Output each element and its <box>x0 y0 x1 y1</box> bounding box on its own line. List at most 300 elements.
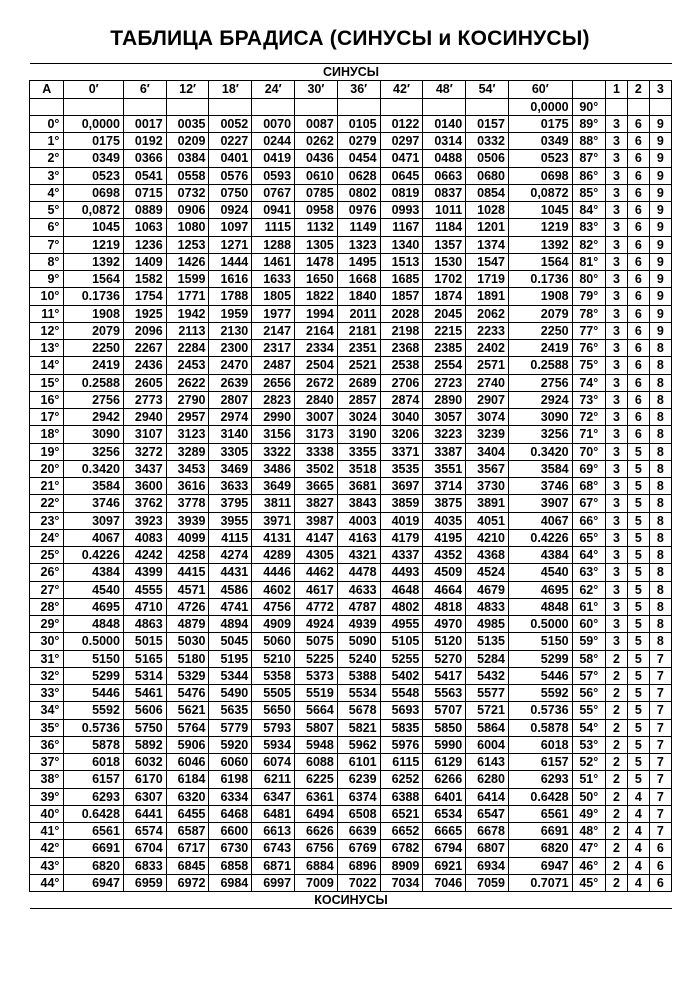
angle-cell: 26° <box>30 564 64 581</box>
cosine-angle-cell: 73° <box>572 391 605 408</box>
value-cell: 2672 <box>295 374 338 391</box>
value-cell: 0.6428 <box>508 788 572 805</box>
value-cell: 4848 <box>508 598 572 615</box>
angle-cell: 11° <box>30 305 64 322</box>
correction-cell: 3 <box>606 616 628 633</box>
value-cell: 0,0000 <box>64 115 123 132</box>
value-cell: 1201 <box>466 219 509 236</box>
cosine-angle-cell: 81° <box>572 253 605 270</box>
value-cell: 4210 <box>466 529 509 546</box>
value-cell: 2538 <box>380 357 423 374</box>
value-cell: 1115 <box>252 219 295 236</box>
value-cell: 5150 <box>64 650 123 667</box>
value-cell: 0122 <box>380 115 423 132</box>
value-cell: 5592 <box>508 685 572 702</box>
value-cell: 6574 <box>123 823 166 840</box>
value-cell: 1530 <box>423 253 466 270</box>
value-cell: 3518 <box>337 460 380 477</box>
correction-cell: 9 <box>649 150 671 167</box>
value-cell: 2756 <box>64 391 123 408</box>
correction-cell: 5 <box>627 719 649 736</box>
correction-cell: 5 <box>627 736 649 753</box>
value-cell: 2740 <box>466 374 509 391</box>
value-cell: 5150 <box>508 633 572 650</box>
value-cell: 5621 <box>166 702 209 719</box>
table-row <box>30 874 672 891</box>
value-cell: 2351 <box>337 340 380 357</box>
correction-cell: 3 <box>606 443 628 460</box>
value-cell: 5299 <box>508 650 572 667</box>
correction-cell: 8 <box>649 581 671 598</box>
value-cell: 5707 <box>423 702 466 719</box>
correction-cell: 5 <box>627 495 649 512</box>
correction-cell: 5 <box>627 529 649 546</box>
value-cell: 6884 <box>295 857 338 874</box>
correction-cell: 4 <box>627 805 649 822</box>
table-row <box>30 667 672 684</box>
value-cell: 3223 <box>423 426 466 443</box>
cosine-angle-cell: 51° <box>572 771 605 788</box>
value-cell: 4863 <box>123 616 166 633</box>
value-cell: 3173 <box>295 426 338 443</box>
correction-cell: 2 <box>606 857 628 874</box>
value-cell: 6794 <box>423 840 466 857</box>
value-cell: 0715 <box>123 184 166 201</box>
table-body <box>30 115 672 891</box>
value-cell: 0.1736 <box>64 288 123 305</box>
table-row <box>30 633 672 650</box>
value-cell: 0227 <box>209 133 252 150</box>
value-cell: 1633 <box>252 271 295 288</box>
value-cell: 5976 <box>380 736 423 753</box>
value-cell: 1564 <box>64 271 123 288</box>
value-cell: 5373 <box>295 667 338 684</box>
value-cell: 6239 <box>337 771 380 788</box>
value-cell: 4909 <box>252 616 295 633</box>
value-cell: 1374 <box>466 236 509 253</box>
value-cell: 5548 <box>380 685 423 702</box>
value-cell: 0314 <box>423 133 466 150</box>
page-title: ТАБЛИЦА БРАДИСА (СИНУСЫ и КОСИНУСЫ) <box>110 27 590 50</box>
value-cell: 2857 <box>337 391 380 408</box>
value-cell: 1219 <box>508 219 572 236</box>
value-cell: 4305 <box>295 547 338 564</box>
cosine-angle-cell: 48° <box>572 823 605 840</box>
value-cell: 8909 <box>380 857 423 874</box>
correction-cell: 6 <box>627 322 649 339</box>
value-cell: 1805 <box>252 288 295 305</box>
value-cell: 0680 <box>466 167 509 184</box>
cosine-angle-cell: 55° <box>572 702 605 719</box>
value-cell: 3714 <box>423 478 466 495</box>
value-cell: 2487 <box>252 357 295 374</box>
correction-cell: 5 <box>627 667 649 684</box>
value-cell: 1478 <box>295 253 338 270</box>
value-cell: 0.7071 <box>508 874 572 891</box>
value-cell: 5750 <box>123 719 166 736</box>
angle-cell: 15° <box>30 374 64 391</box>
header-cell: 1 <box>606 81 628 98</box>
value-cell: 6704 <box>123 840 166 857</box>
correction-cell: 5 <box>627 598 649 615</box>
value-cell: 2028 <box>380 305 423 322</box>
angle-cell: 32° <box>30 667 64 684</box>
value-cell: 0017 <box>123 115 166 132</box>
value-cell: 0.4226 <box>64 547 123 564</box>
value-cell: 2096 <box>123 322 166 339</box>
correction-cell: 5 <box>627 460 649 477</box>
value-cell: 5432 <box>466 667 509 684</box>
value-cell: 5476 <box>166 685 209 702</box>
value-cell: 6074 <box>252 754 295 771</box>
value-cell: 3567 <box>466 460 509 477</box>
correction-cell: 8 <box>649 547 671 564</box>
value-cell: 3123 <box>166 426 209 443</box>
value-cell: 5299 <box>64 667 123 684</box>
value-cell: 5255 <box>380 650 423 667</box>
value-cell: 4131 <box>252 529 295 546</box>
header-cell: 54′ <box>466 81 509 98</box>
value-cell: 2267 <box>123 340 166 357</box>
correction-cell: 3 <box>606 288 628 305</box>
angle-cell: 24° <box>30 529 64 546</box>
value-cell: 2164 <box>295 322 338 339</box>
value-cell: 2924 <box>508 391 572 408</box>
correction-cell: 6 <box>627 133 649 150</box>
correction-cell: 5 <box>627 702 649 719</box>
value-cell: 0.5736 <box>508 702 572 719</box>
table-row <box>30 271 672 288</box>
value-cell: 6534 <box>423 805 466 822</box>
value-cell: 2130 <box>209 322 252 339</box>
cosine-angle-cell: 69° <box>572 460 605 477</box>
value-cell: 1219 <box>64 236 123 253</box>
correction-cell: 9 <box>649 253 671 270</box>
value-cell: 1977 <box>252 305 295 322</box>
header-cell: 30′ <box>295 81 338 98</box>
value-cell: 6252 <box>380 771 423 788</box>
value-cell: 5045 <box>209 633 252 650</box>
value-cell: 5195 <box>209 650 252 667</box>
correction-cell: 6 <box>627 305 649 322</box>
value-cell: 1011 <box>423 202 466 219</box>
value-cell: 6769 <box>337 840 380 857</box>
correction-cell: 7 <box>649 650 671 667</box>
value-cell: 1357 <box>423 236 466 253</box>
value-cell: 1045 <box>508 202 572 219</box>
correction-cell: 6 <box>627 340 649 357</box>
value-cell: 0993 <box>380 202 423 219</box>
value-cell: 3057 <box>423 409 466 426</box>
angle-cell: 10° <box>30 288 64 305</box>
correction-cell: 4 <box>627 788 649 805</box>
correction-cell: 6 <box>627 374 649 391</box>
value-cell: 6280 <box>466 771 509 788</box>
table-row <box>30 564 672 581</box>
value-cell: 5344 <box>209 667 252 684</box>
correction-cell: 8 <box>649 409 671 426</box>
empty-cell <box>30 98 64 115</box>
value-cell: 0297 <box>380 133 423 150</box>
value-cell: 0,0000 <box>508 98 572 115</box>
correction-cell: 3 <box>606 374 628 391</box>
correction-cell: 3 <box>606 305 628 322</box>
value-cell: 6717 <box>166 840 209 857</box>
correction-cell: 7 <box>649 788 671 805</box>
correction-cell: 9 <box>649 167 671 184</box>
correction-cell: 3 <box>606 150 628 167</box>
value-cell: 0750 <box>209 184 252 201</box>
cosine-angle-cell: 45° <box>572 874 605 891</box>
value-cell: 1908 <box>64 305 123 322</box>
correction-cell: 5 <box>627 443 649 460</box>
correction-cell: 5 <box>627 547 649 564</box>
empty-cell <box>64 98 123 115</box>
value-cell: 0889 <box>123 202 166 219</box>
cosine-angle-cell: 78° <box>572 305 605 322</box>
table-row <box>30 581 672 598</box>
value-cell: 3778 <box>166 495 209 512</box>
value-cell: 0802 <box>337 184 380 201</box>
correction-cell: 5 <box>627 512 649 529</box>
value-cell: 0854 <box>466 184 509 201</box>
value-cell: 2874 <box>380 391 423 408</box>
correction-cell: 8 <box>649 443 671 460</box>
value-cell: 3007 <box>295 409 338 426</box>
value-cell: 6691 <box>508 823 572 840</box>
header-cell: 48′ <box>423 81 466 98</box>
value-cell: 3502 <box>295 460 338 477</box>
correction-cell: 3 <box>606 236 628 253</box>
value-cell: 1959 <box>209 305 252 322</box>
value-cell: 3795 <box>209 495 252 512</box>
value-cell: 3584 <box>64 478 123 495</box>
value-cell: 0576 <box>209 167 252 184</box>
correction-cell: 5 <box>627 771 649 788</box>
value-cell: 5920 <box>209 736 252 753</box>
correction-cell: 9 <box>649 133 671 150</box>
value-cell: 3649 <box>252 478 295 495</box>
value-cell: 5721 <box>466 702 509 719</box>
cosine-angle-cell: 63° <box>572 564 605 581</box>
value-cell: 6388 <box>380 788 423 805</box>
value-cell: 6896 <box>337 857 380 874</box>
correction-cell: 2 <box>606 874 628 891</box>
cosine-angle-cell: 89° <box>572 115 605 132</box>
value-cell: 1547 <box>466 253 509 270</box>
angle-cell: 25° <box>30 547 64 564</box>
value-cell: 4939 <box>337 616 380 633</box>
value-cell: 3322 <box>252 443 295 460</box>
correction-cell: 3 <box>606 219 628 236</box>
correction-cell: 9 <box>649 236 671 253</box>
header-cell: 36′ <box>337 81 380 98</box>
value-cell: 5678 <box>337 702 380 719</box>
value-cell: 0610 <box>295 167 338 184</box>
value-cell: 5388 <box>337 667 380 684</box>
correction-cell: 7 <box>649 823 671 840</box>
value-cell: 6494 <box>295 805 338 822</box>
value-cell: 3535 <box>380 460 423 477</box>
correction-cell: 3 <box>606 340 628 357</box>
value-cell: 0698 <box>64 184 123 201</box>
angle-cell: 4° <box>30 184 64 201</box>
value-cell: 4051 <box>466 512 509 529</box>
value-cell: 6374 <box>337 788 380 805</box>
value-cell: 2504 <box>295 357 338 374</box>
correction-cell: 3 <box>606 133 628 150</box>
value-cell: 2079 <box>508 305 572 322</box>
value-cell: 6626 <box>295 823 338 840</box>
value-cell: 4540 <box>64 581 123 598</box>
value-cell: 6820 <box>64 857 123 874</box>
value-cell: 2907 <box>466 391 509 408</box>
correction-cell: 6 <box>649 857 671 874</box>
value-cell: 3404 <box>466 443 509 460</box>
value-cell: 0819 <box>380 184 423 201</box>
value-cell: 1857 <box>380 288 423 305</box>
cosine-angle-cell: 90° <box>572 98 605 115</box>
cosine-angle-cell: 65° <box>572 529 605 546</box>
correction-cell: 2 <box>606 840 628 857</box>
cosine-angle-cell: 47° <box>572 840 605 857</box>
value-cell: 3827 <box>295 495 338 512</box>
value-cell: 2250 <box>64 340 123 357</box>
value-cell: 6508 <box>337 805 380 822</box>
value-cell: 2453 <box>166 357 209 374</box>
value-cell: 2756 <box>508 374 572 391</box>
value-cell: 4833 <box>466 598 509 615</box>
value-cell: 2773 <box>123 391 166 408</box>
column-headers <box>30 81 672 98</box>
value-cell: 6018 <box>64 754 123 771</box>
value-cell: 3338 <box>295 443 338 460</box>
value-cell: 3206 <box>380 426 423 443</box>
value-cell: 0175 <box>508 115 572 132</box>
angle-cell: 35° <box>30 719 64 736</box>
value-cell: 3665 <box>295 478 338 495</box>
correction-cell: 7 <box>649 667 671 684</box>
value-cell: 5962 <box>337 736 380 753</box>
value-cell: 6157 <box>508 754 572 771</box>
value-cell: 2045 <box>423 305 466 322</box>
correction-cell: 4 <box>627 857 649 874</box>
value-cell: 6521 <box>380 805 423 822</box>
value-cell: 5120 <box>423 633 466 650</box>
value-cell: 1271 <box>209 236 252 253</box>
value-cell: 2011 <box>337 305 380 322</box>
cosine-angle-cell: 75° <box>572 357 605 374</box>
value-cell: 0.5000 <box>508 616 572 633</box>
table-row <box>30 253 672 270</box>
value-cell: 4648 <box>380 581 423 598</box>
value-cell: 0209 <box>166 133 209 150</box>
angle-cell: 27° <box>30 581 64 598</box>
value-cell: 3939 <box>166 512 209 529</box>
value-cell: 6561 <box>508 805 572 822</box>
value-cell: 3486 <box>252 460 295 477</box>
value-cell: 4695 <box>508 581 572 598</box>
correction-cell: 8 <box>649 357 671 374</box>
value-cell: 1994 <box>295 305 338 322</box>
table-row <box>30 478 672 495</box>
value-cell: 5864 <box>466 719 509 736</box>
value-cell: 3859 <box>380 495 423 512</box>
cosine-angle-cell: 66° <box>572 512 605 529</box>
value-cell: 2470 <box>209 357 252 374</box>
correction-cell: 5 <box>627 754 649 771</box>
value-cell: 7046 <box>423 874 466 891</box>
correction-cell: 8 <box>649 478 671 495</box>
cosine-angle-cell: 60° <box>572 616 605 633</box>
correction-cell: 8 <box>649 633 671 650</box>
value-cell: 2334 <box>295 340 338 357</box>
cosine-angle-cell: 85° <box>572 184 605 201</box>
empty-cell <box>252 98 295 115</box>
value-cell: 0279 <box>337 133 380 150</box>
correction-cell: 2 <box>606 736 628 753</box>
value-cell: 4617 <box>295 581 338 598</box>
value-cell: 3697 <box>380 478 423 495</box>
angle-cell: 20° <box>30 460 64 477</box>
value-cell: 4242 <box>123 547 166 564</box>
table-row <box>30 736 672 753</box>
table-row <box>30 150 672 167</box>
value-cell: 5878 <box>64 736 123 753</box>
table-row <box>30 460 672 477</box>
value-cell: 0558 <box>166 167 209 184</box>
table-row <box>30 547 672 564</box>
value-cell: 6997 <box>252 874 295 891</box>
value-cell: 5934 <box>252 736 295 753</box>
value-cell: 0.3420 <box>64 460 123 477</box>
correction-cell: 8 <box>649 616 671 633</box>
value-cell: 2419 <box>64 357 123 374</box>
value-cell: 6947 <box>64 874 123 891</box>
header-cell: 12′ <box>166 81 209 98</box>
correction-cell: 6 <box>627 426 649 443</box>
table-row <box>30 426 672 443</box>
table-row <box>30 650 672 667</box>
cosine-angle-cell: 49° <box>572 805 605 822</box>
value-cell: 0628 <box>337 167 380 184</box>
value-cell: 4099 <box>166 529 209 546</box>
correction-cell: 2 <box>606 788 628 805</box>
value-cell: 4003 <box>337 512 380 529</box>
correction-cell: 6 <box>627 167 649 184</box>
value-cell: 1132 <box>295 219 338 236</box>
value-cell: 1253 <box>166 236 209 253</box>
correction-cell: 9 <box>649 271 671 288</box>
value-cell: 2974 <box>209 409 252 426</box>
value-cell: 4586 <box>209 581 252 598</box>
value-cell: 6947 <box>508 857 572 874</box>
correction-cell: 9 <box>649 305 671 322</box>
value-cell: 4115 <box>209 529 252 546</box>
correction-cell: 3 <box>606 512 628 529</box>
value-cell: 4679 <box>466 581 509 598</box>
value-cell: 5417 <box>423 667 466 684</box>
value-cell: 6143 <box>466 754 509 771</box>
correction-cell: 3 <box>606 184 628 201</box>
angle-cell: 23° <box>30 512 64 529</box>
value-cell: 0454 <box>337 150 380 167</box>
correction-cell: 6 <box>627 253 649 270</box>
value-cell: 5835 <box>380 719 423 736</box>
empty-cell <box>295 98 338 115</box>
value-cell: 3633 <box>209 478 252 495</box>
value-cell: 1582 <box>123 271 166 288</box>
